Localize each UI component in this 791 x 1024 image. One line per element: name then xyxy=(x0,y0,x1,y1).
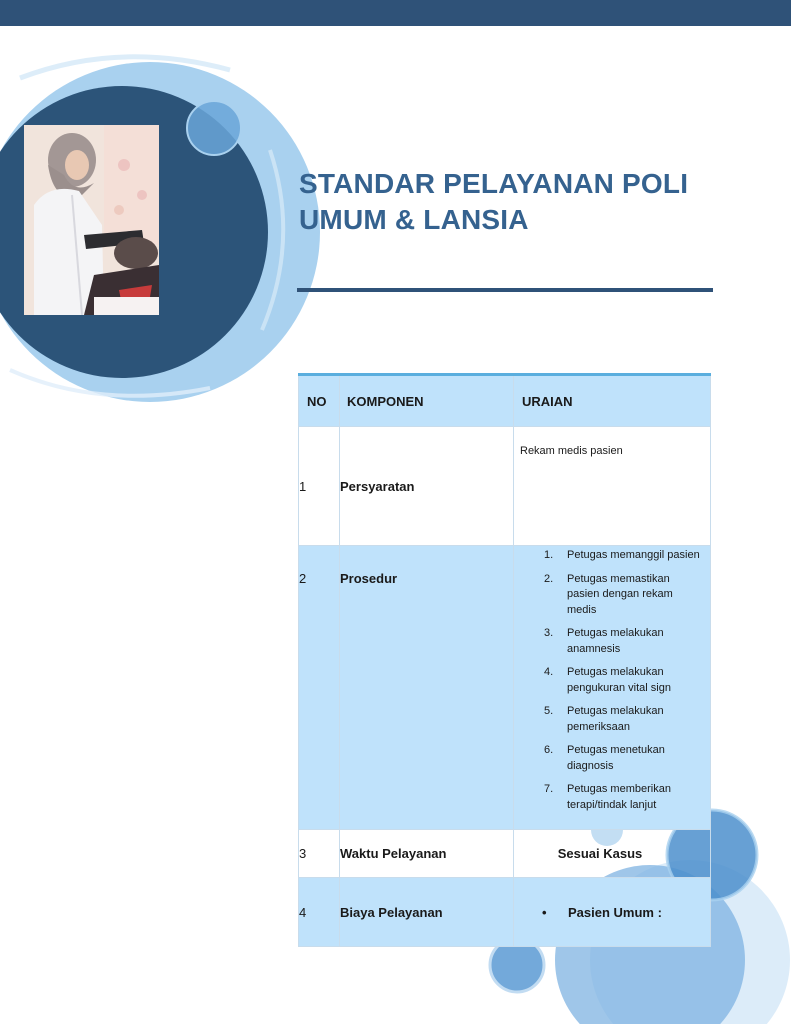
row-komponen: Persyaratan xyxy=(340,427,514,546)
row-number: 4 xyxy=(299,878,340,947)
table-row xyxy=(299,427,711,546)
row-uraian: Rekam medis pasien xyxy=(514,427,711,546)
table-header-row xyxy=(299,375,711,427)
nurse-photo-illustration xyxy=(24,125,159,315)
table-row xyxy=(299,830,711,878)
procedure-step: 3. Petugas melakukan anamnesis xyxy=(544,627,664,655)
bullet-icon: • xyxy=(542,904,547,920)
header-komponen: KOMPONEN xyxy=(340,375,514,427)
title-divider xyxy=(297,288,713,292)
procedure-steps-list xyxy=(520,548,704,813)
header-uraian: URAIAN xyxy=(514,375,711,427)
row-uraian xyxy=(514,546,711,830)
nurse-photo xyxy=(24,125,159,315)
procedure-step: 6. Petugas menetukan diagnosis xyxy=(544,744,665,772)
row-komponen: Waktu Pelayanan xyxy=(340,830,514,878)
table-row xyxy=(299,546,711,830)
row-uraian xyxy=(514,878,711,947)
row-komponen: Biaya Pelayanan xyxy=(340,878,514,947)
row-komponen: Prosedur xyxy=(340,546,514,830)
procedure-step: 1. Petugas memanggil pasien xyxy=(544,549,700,561)
table-row xyxy=(299,878,711,947)
row-number: 1 xyxy=(299,427,340,546)
procedure-step: 7. Petugas memberikan terapi/tindak lanjut xyxy=(544,783,671,811)
procedure-step: 4. Petugas melakukan pengukuran vital sign xyxy=(544,666,671,694)
row-uraian-text: Pasien Umum : xyxy=(568,904,662,920)
row-uraian: Sesuai Kasus xyxy=(514,830,711,878)
procedure-step: 2. Petugas memastikan pasien dengan rekam medis xyxy=(544,572,673,616)
page-title: STANDAR PELAYANAN POLI UMUM & LANSIA xyxy=(299,168,689,235)
row-number: 2 xyxy=(299,546,340,830)
procedure-step: 5. Petugas melakukan pemeriksaan xyxy=(544,705,664,733)
service-standard-table xyxy=(298,373,711,947)
row-number: 3 xyxy=(299,830,340,878)
header-no: NO xyxy=(299,375,340,427)
